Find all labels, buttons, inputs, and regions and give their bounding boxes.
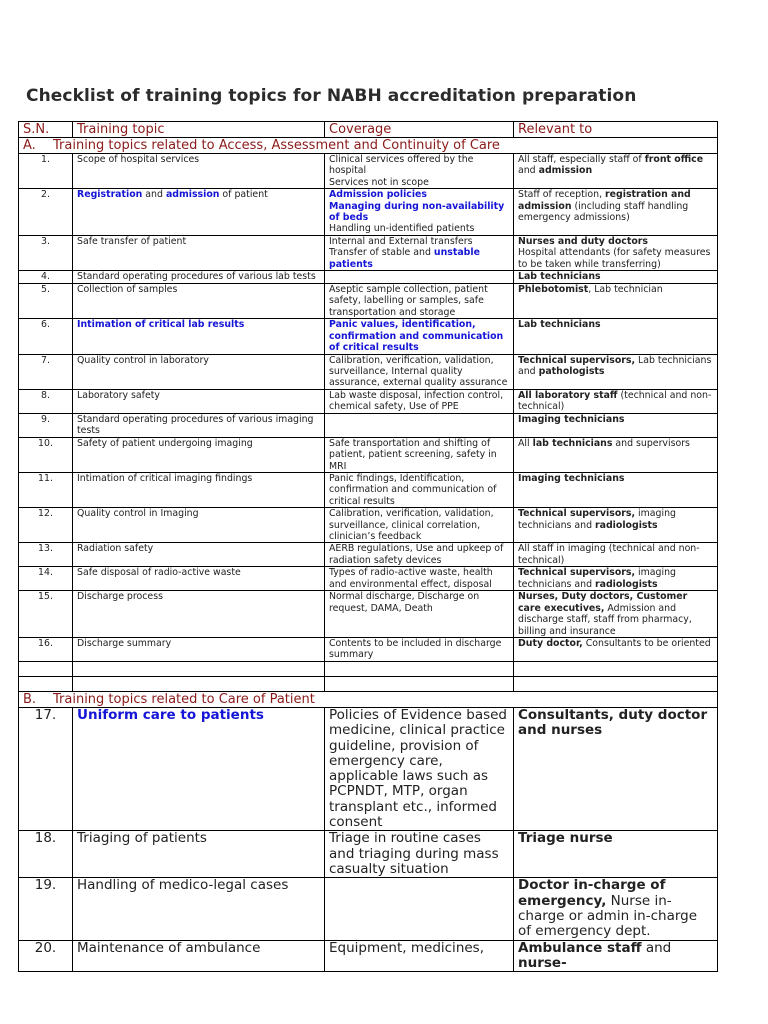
relevant-to-cell — [514, 319, 718, 354]
text-segment: All laboratory staff — [518, 389, 618, 401]
empty-cell — [73, 662, 325, 677]
text-segment: Technical supervisors, — [518, 567, 636, 579]
coverage-cell — [325, 389, 514, 413]
coverage-cell — [325, 831, 514, 878]
serial-number: 17. — [19, 708, 73, 831]
coverage-cell — [325, 591, 514, 638]
coverage-cell — [325, 154, 514, 189]
training-topic-cell — [73, 591, 325, 638]
relevant-to-cell — [514, 878, 718, 940]
empty-cell — [514, 662, 718, 677]
training-topic-cell — [73, 543, 325, 567]
section-letter: B. — [23, 692, 37, 707]
text-segment: (technical and non-technical) — [518, 389, 712, 413]
text-segment: admission — [538, 165, 593, 177]
table-row — [19, 154, 718, 189]
table-row — [19, 189, 718, 236]
serial-number: 10. — [19, 437, 73, 472]
relevant-to-cell — [514, 831, 718, 878]
text-segment: Nurses, Duty doctors, Customer care executives, — [518, 591, 688, 614]
text-segment: Uniform care to patients — [77, 707, 264, 723]
text-segment: Nurse in-charge or admin in-charge of emergency dept. — [518, 892, 698, 940]
serial-number: 18. — [19, 831, 73, 878]
serial-number: 4. — [19, 271, 73, 284]
empty-cell — [19, 677, 73, 692]
text-segment: and — [518, 165, 539, 177]
table-row — [19, 319, 718, 354]
text-segment: Services not in scope — [329, 176, 429, 188]
table-row — [19, 708, 718, 831]
text-segment: AERB regulations, Use and upkeep of radiation safety devices — [329, 543, 504, 566]
empty-cell — [514, 677, 718, 692]
text-segment: Staff of reception, — [518, 189, 606, 201]
section-row — [19, 692, 718, 708]
serial-number: 9. — [19, 413, 73, 437]
table-row — [19, 591, 718, 638]
text-segment: Imaging technicians — [518, 413, 625, 425]
section-title: Training topics related to Access, Assessment and Continuity of Care — [53, 138, 500, 153]
coverage-cell — [325, 508, 514, 543]
section-heading — [19, 692, 718, 708]
text-segment: All staff in imaging (technical and non-technical) — [518, 543, 700, 566]
serial-number: 14. — [19, 567, 73, 591]
serial-number: 13. — [19, 543, 73, 567]
serial-number: 15. — [19, 591, 73, 638]
table-row — [19, 284, 718, 319]
text-segment: Calibration, verification, validation, surveillance, clinical correlation, clinician’s feedback — [329, 508, 494, 542]
table-row — [19, 831, 718, 878]
coverage-cell — [325, 567, 514, 591]
text-segment: Types of radio-active waste, health and environmental effect, disposal — [329, 567, 493, 590]
relevant-to-cell — [514, 284, 718, 319]
section-title: Training topics related to Care of Patient — [53, 692, 315, 707]
serial-number: 3. — [19, 235, 73, 270]
coverage-cell — [325, 638, 514, 662]
text-segment: All staff, especially staff of — [518, 154, 645, 165]
header-sn: S.N. — [19, 122, 73, 138]
text-segment: nurse- — [518, 954, 567, 971]
text-segment: admission — [165, 189, 220, 201]
training-topic-cell — [73, 437, 325, 472]
table-body — [19, 122, 718, 972]
text-segment: Safety of patient undergoing imaging — [77, 437, 253, 449]
text-segment: Ambulance staff — [518, 940, 642, 956]
text-segment: imaging technicians and — [518, 567, 676, 590]
text-segment: Discharge process — [77, 591, 163, 603]
document-title: Checklist of training topics for NABH accreditation preparation — [26, 86, 637, 106]
coverage-cell — [325, 543, 514, 567]
text-segment: Technical supervisors, — [518, 354, 636, 366]
header-training-topic: Training topic — [73, 122, 325, 138]
text-segment: Lab technicians — [518, 271, 601, 283]
text-segment: Triaging of patients — [77, 830, 207, 847]
empty-cell — [325, 662, 514, 677]
training-topic-cell — [73, 878, 325, 940]
serial-number: 2. — [19, 189, 73, 236]
text-segment: Contents to be included in discharge summary — [329, 638, 502, 661]
coverage-cell — [325, 271, 514, 284]
coverage-cell — [325, 189, 514, 236]
table-row — [19, 940, 718, 972]
text-segment: Triage in routine cases and triaging during mass casualty situation — [329, 830, 499, 877]
training-topic-cell — [73, 271, 325, 284]
training-topic-cell — [73, 638, 325, 662]
text-segment: radiologists — [595, 578, 658, 590]
text-segment: Duty doctor, — [518, 638, 583, 649]
text-segment: Admission and discharge staff, staff from pharmacy, billing and insurance — [518, 602, 692, 637]
text-segment: Doctor in-charge of emergency, — [518, 877, 666, 909]
relevant-to-cell — [514, 508, 718, 543]
text-segment: pathologists — [538, 365, 605, 377]
text-segment: Quality control in Imaging — [77, 508, 199, 520]
serial-number: 5. — [19, 284, 73, 319]
text-segment: Collection of samples — [77, 284, 178, 296]
text-segment: Registration — [77, 189, 143, 201]
text-segment: Transfer of stable and — [329, 247, 434, 259]
coverage-cell — [325, 284, 514, 319]
text-segment: Managing during non-availability of beds — [329, 200, 505, 224]
serial-number: 8. — [19, 389, 73, 413]
text-segment: Phlebotomist — [518, 284, 589, 296]
relevant-to-cell — [514, 591, 718, 638]
section-row — [19, 138, 718, 154]
coverage-cell — [325, 413, 514, 437]
relevant-to-cell — [514, 543, 718, 567]
text-segment: Laboratory safety — [77, 389, 160, 401]
training-topic-cell — [73, 413, 325, 437]
relevant-to-cell — [514, 154, 718, 189]
coverage-cell — [325, 319, 514, 354]
text-segment: Safe transfer of patient — [77, 235, 187, 247]
blank-row — [19, 662, 718, 677]
serial-number: 6. — [19, 319, 73, 354]
text-segment: , Lab technician — [588, 284, 663, 296]
training-topic-cell — [73, 708, 325, 831]
training-topic-cell — [73, 189, 325, 236]
table-row — [19, 543, 718, 567]
training-topic-cell — [73, 319, 325, 354]
header-row — [19, 122, 718, 138]
training-topic-cell — [73, 831, 325, 878]
text-segment: Nurses and duty doctors — [518, 235, 648, 247]
text-segment: Standard operating procedures of various lab tests — [77, 271, 316, 283]
serial-number: 7. — [19, 354, 73, 389]
serial-number: 16. — [19, 638, 73, 662]
training-topic-cell — [73, 235, 325, 270]
coverage-cell — [325, 235, 514, 270]
table-row — [19, 567, 718, 591]
table-row — [19, 508, 718, 543]
text-segment: and — [641, 940, 672, 956]
text-segment: Handling un-identified patients — [329, 223, 475, 235]
serial-number: 19. — [19, 878, 73, 940]
header-relevant-to: Relevant to — [514, 122, 718, 138]
text-segment: Calibration, verification, validation, surveillance, Internal quality assurance, external quality assurance — [329, 354, 508, 389]
text-segment: Technical supervisors, — [518, 508, 636, 520]
relevant-to-cell — [514, 235, 718, 270]
text-segment: Safe transportation and shifting of patient, patient screening, safety in MRI — [329, 437, 497, 472]
section-letter: A. — [23, 138, 36, 153]
serial-number: 20. — [19, 940, 73, 972]
text-segment: front office — [644, 154, 704, 165]
text-segment: Triage nurse — [518, 830, 613, 847]
text-segment: Equipment, medicines, — [329, 940, 484, 956]
training-topic-cell — [73, 940, 325, 972]
text-segment: (including staff handling emergency admissions) — [518, 200, 689, 224]
text-segment: lab technicians — [532, 437, 613, 449]
header-coverage: Coverage — [325, 122, 514, 138]
relevant-to-cell — [514, 472, 718, 507]
training-checklist-table — [18, 121, 718, 972]
relevant-to-cell — [514, 413, 718, 437]
text-segment: Panic values, identification, confirmation and communication of critical results — [329, 319, 504, 354]
section-heading — [19, 138, 718, 154]
table-row — [19, 437, 718, 472]
text-segment: Safe disposal of radio-active waste — [77, 567, 241, 579]
relevant-to-cell — [514, 271, 718, 284]
text-segment: Lab technicians — [518, 319, 601, 331]
coverage-cell — [325, 940, 514, 972]
empty-cell — [73, 677, 325, 692]
empty-cell — [325, 677, 514, 692]
relevant-to-cell — [514, 940, 718, 972]
text-segment: Hospital attendants (for safety measures to be taken while transferring) — [518, 247, 711, 270]
text-segment: Standard operating procedures of various imaging tests — [77, 413, 314, 437]
text-segment: Clinical services offered by the hospital — [329, 154, 474, 177]
text-segment: Consultants to be oriented — [582, 638, 711, 649]
text-segment: Intimation of critical imaging findings — [77, 472, 253, 484]
serial-number: 11. — [19, 472, 73, 507]
blank-row — [19, 677, 718, 692]
text-segment: unstable patients — [329, 247, 480, 270]
empty-cell — [19, 662, 73, 677]
coverage-cell — [325, 354, 514, 389]
text-segment: Policies of Evidence based medicine, clinical practice guideline, provision of emergency care, applicable laws such as PCPNDT, MTP, organ transplant etc., informed consent — [329, 707, 507, 831]
text-segment: Consultants, duty doctor and nurses — [518, 707, 708, 739]
table-row — [19, 638, 718, 662]
text-segment: registration and admission — [518, 189, 691, 212]
relevant-to-cell — [514, 638, 718, 662]
text-segment: radiologists — [595, 519, 658, 531]
text-segment: Lab waste disposal, infection control, chemical safety, Use of PPE — [329, 389, 504, 413]
text-segment: All — [518, 437, 533, 449]
table-row — [19, 878, 718, 940]
coverage-cell — [325, 878, 514, 940]
text-segment: Normal discharge, Discharge on request, DAMA, Death — [329, 591, 480, 614]
serial-number: 1. — [19, 154, 73, 189]
text-segment: Imaging technicians — [518, 472, 625, 484]
text-segment: Internal and External transfers — [329, 235, 473, 247]
text-segment: Discharge summary — [77, 638, 172, 649]
table-row — [19, 235, 718, 270]
text-segment: Scope of hospital services — [77, 154, 200, 165]
relevant-to-cell — [514, 437, 718, 472]
training-topic-cell — [73, 354, 325, 389]
training-topic-cell — [73, 389, 325, 413]
table-row — [19, 472, 718, 507]
coverage-cell — [325, 708, 514, 831]
text-segment: Quality control in laboratory — [77, 354, 209, 366]
text-segment: Maintenance of ambulance — [77, 940, 261, 956]
text-segment: Admission policies — [329, 189, 427, 201]
training-topic-cell — [73, 472, 325, 507]
table-row — [19, 389, 718, 413]
text-segment: Aseptic sample collection, patient safety, labelling or samples, safe transportation and storage — [329, 284, 488, 318]
coverage-cell — [325, 437, 514, 472]
relevant-to-cell — [514, 708, 718, 831]
training-topic-cell — [73, 567, 325, 591]
relevant-to-cell — [514, 567, 718, 591]
text-segment: and supervisors — [612, 437, 690, 449]
training-topic-cell — [73, 284, 325, 319]
text-segment: Panic findings, Identification, confirmation and communication of critical results — [329, 472, 497, 507]
relevant-to-cell — [514, 354, 718, 389]
text-segment: imaging technicians and — [518, 508, 676, 531]
table-row — [19, 354, 718, 389]
training-topic-cell — [73, 154, 325, 189]
serial-number: 12. — [19, 508, 73, 543]
table-row — [19, 413, 718, 437]
text-segment: Handling of medico-legal cases — [77, 877, 289, 894]
relevant-to-cell — [514, 389, 718, 413]
relevant-to-cell — [514, 189, 718, 236]
training-topic-cell — [73, 508, 325, 543]
text-segment: Lab technicians and — [518, 354, 712, 377]
text-segment: and — [142, 189, 166, 201]
text-segment: Radiation safety — [77, 543, 154, 555]
coverage-cell — [325, 472, 514, 507]
text-segment: Intimation of critical lab results — [77, 319, 245, 331]
table-row — [19, 271, 718, 284]
text-segment: of patient — [219, 189, 268, 201]
